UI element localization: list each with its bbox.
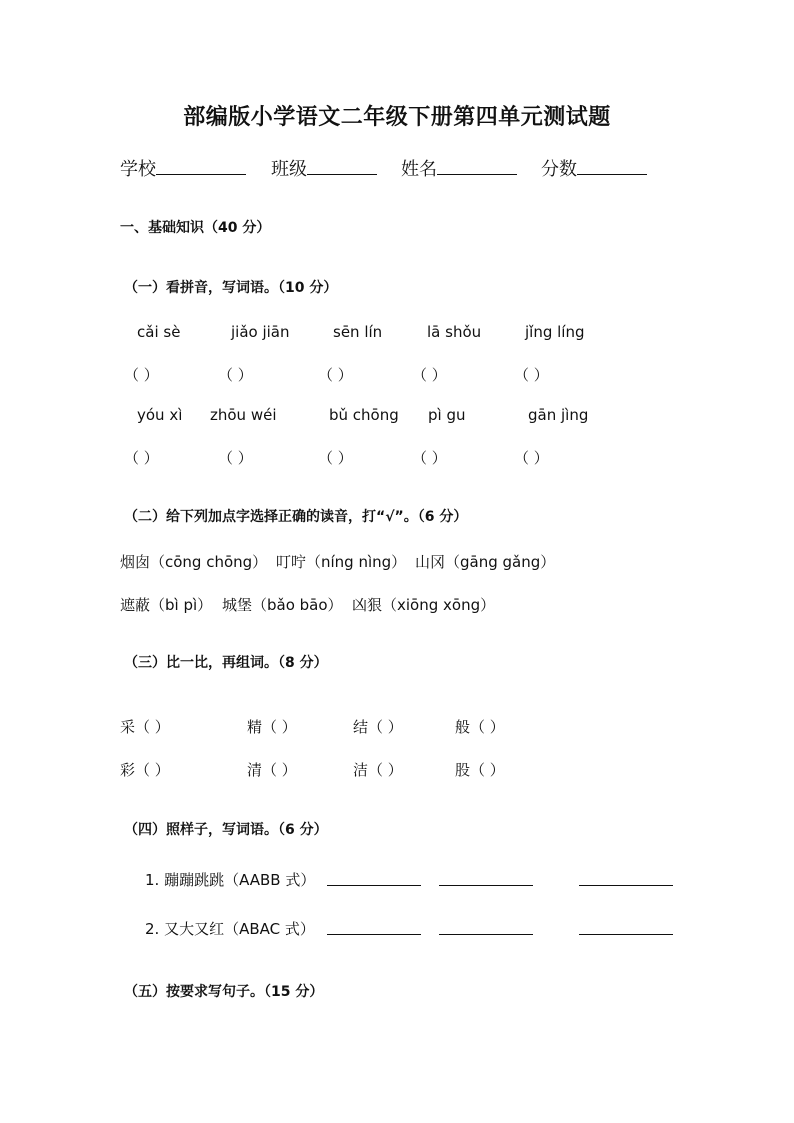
name-field xyxy=(401,155,517,181)
name-blank[interactable] xyxy=(437,156,517,175)
reading-choice[interactable]: 叮咛（níng nìng） xyxy=(276,553,407,571)
answer-line[interactable] xyxy=(327,885,421,886)
answer-parentheses[interactable]: （ ） xyxy=(124,449,159,467)
compare-item[interactable]: 结（ ） xyxy=(353,718,403,736)
pinyin-item: cǎi sè xyxy=(137,323,181,341)
answer-parentheses[interactable]: （ ） xyxy=(318,366,353,384)
answer-line[interactable] xyxy=(439,885,533,886)
sec4-heading: （四）照样子，写词语。（6 分） xyxy=(124,822,328,838)
score-field xyxy=(541,155,647,181)
compare-item[interactable]: 洁（ ） xyxy=(353,761,403,779)
compare-item[interactable]: 采（ ） xyxy=(120,718,170,736)
example-item-2: 2. 又大又红（ABAC 式） xyxy=(145,920,315,938)
sec2-heading: （二）给下列加点字选择正确的读音，打“√”。（6 分） xyxy=(124,509,468,525)
class-label: 班级 xyxy=(271,159,307,180)
compare-item[interactable]: 股（ ） xyxy=(455,761,505,779)
pinyin-item: yóu xì xyxy=(137,406,183,424)
school-field xyxy=(120,155,246,181)
score-blank[interactable] xyxy=(577,156,647,175)
answer-line[interactable] xyxy=(579,885,673,886)
reading-choice[interactable]: 山冈（gāng gǎng） xyxy=(415,553,556,571)
answer-parentheses[interactable]: （ ） xyxy=(218,449,253,467)
compare-item[interactable]: 精（ ） xyxy=(247,718,297,736)
pinyin-item: sēn lín xyxy=(333,323,383,341)
score-label: 分数 xyxy=(541,159,577,180)
pinyin-item: zhōu wéi xyxy=(210,406,277,424)
reading-choice[interactable]: 遮蔽（bì pì） xyxy=(120,596,213,614)
answer-parentheses[interactable]: （ ） xyxy=(514,449,549,467)
compare-item[interactable]: 清（ ） xyxy=(247,761,297,779)
class-blank[interactable] xyxy=(307,156,377,175)
school-blank[interactable] xyxy=(156,156,246,175)
pinyin-item: pì gu xyxy=(428,406,466,424)
reading-choice[interactable]: 城堡（bǎo bāo） xyxy=(222,596,343,614)
compare-item[interactable]: 彩（ ） xyxy=(120,761,170,779)
sec3-heading: （三）比一比，再组词。（8 分） xyxy=(124,655,328,671)
compare-item[interactable]: 般（ ） xyxy=(455,718,505,736)
sec1-heading: （一）看拼音，写词语。（10 分） xyxy=(124,280,338,296)
answer-parentheses[interactable]: （ ） xyxy=(218,366,253,384)
school-label: 学校 xyxy=(120,159,156,180)
answer-parentheses[interactable]: （ ） xyxy=(514,366,549,384)
sec5-heading: （五）按要求写句子。（15 分） xyxy=(124,984,324,1000)
answer-parentheses[interactable]: （ ） xyxy=(412,449,447,467)
pinyin-item: jǐng líng xyxy=(525,323,585,341)
answer-line[interactable] xyxy=(327,934,421,935)
page-title: 部编版小学语文二年级下册第四单元测试题 xyxy=(183,105,611,130)
answer-line[interactable] xyxy=(439,934,533,935)
answer-parentheses[interactable]: （ ） xyxy=(318,449,353,467)
pinyin-item: lā shǒu xyxy=(427,323,482,341)
class-field xyxy=(271,155,377,181)
answer-line[interactable] xyxy=(579,934,673,935)
example-item-1: 1. 蹦蹦跳跳（AABB 式） xyxy=(145,871,316,889)
name-label: 姓名 xyxy=(401,159,437,180)
reading-choice[interactable]: 烟囱（cōng chōng） xyxy=(120,553,268,571)
pinyin-item: gān jìng xyxy=(528,406,589,424)
pinyin-item: bǔ chōng xyxy=(329,406,399,424)
pinyin-item: jiǎo jiān xyxy=(231,323,290,341)
part1-heading: 一、基础知识（40 分） xyxy=(120,220,271,236)
reading-choice[interactable]: 凶狠（xiōng xōng） xyxy=(352,596,496,614)
answer-parentheses[interactable]: （ ） xyxy=(412,366,447,384)
answer-parentheses[interactable]: （ ） xyxy=(124,366,159,384)
